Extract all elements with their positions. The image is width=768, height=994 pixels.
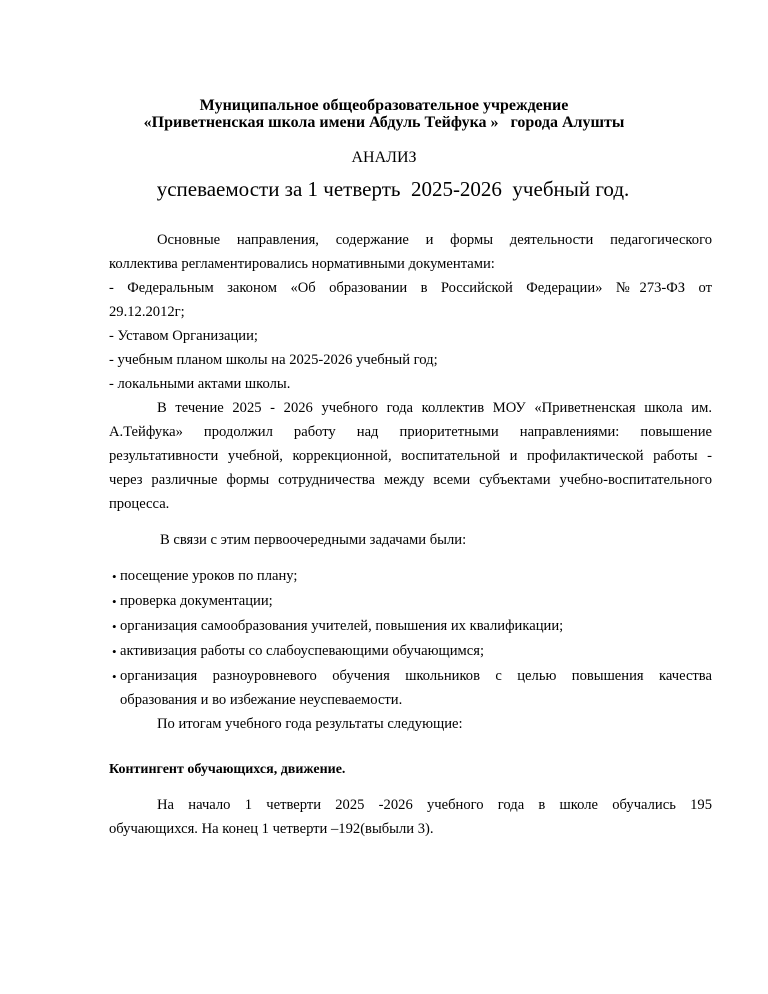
tasks-intro: В связи с этим первоочередными задачами были:	[160, 532, 467, 548]
intro-paragraph-line1: Основные направления, содержание и формы деятельности педагогического	[157, 232, 712, 248]
bullet-icon: •	[112, 644, 117, 659]
results-intro: По итогам учебного года результаты следующие:	[157, 716, 463, 732]
contingent-paragraph-line1: На начало 1 четверти 2025 -2026 учебного года в школе обучались 195	[157, 797, 712, 813]
work-paragraph-line5: процесса.	[109, 496, 170, 512]
local-acts-reference: - локальными актами школы.	[109, 376, 291, 392]
bullet-icon: •	[112, 619, 117, 634]
charter-reference: - Уставом Организации;	[109, 328, 258, 344]
task-text: организация разноуровневого обучения школьников с целью повышения качества	[120, 668, 712, 684]
bullet-icon: •	[112, 669, 117, 684]
work-paragraph-line3: результативности учебной, коррекционной, воспитательной и профилактической работы -	[109, 448, 712, 464]
work-paragraph-line1: В течение 2025 - 2026 учебного года коллектив МОУ «Приветненская школа им.	[157, 400, 712, 416]
task-text-continuation: образования и во избежание неуспеваемости.	[120, 692, 403, 708]
task-text: посещение уроков по плану;	[120, 568, 298, 584]
intro-paragraph-line2: коллектива регламентировались нормативными документами:	[109, 256, 495, 272]
law-reference-line2: 29.12.2012г;	[109, 304, 185, 320]
bullet-icon: •	[112, 569, 117, 584]
institution-name-line1: Муниципальное общеобразовательное учреждение	[199, 97, 569, 114]
law-reference-line1: - Федеральным законом «Об образовании в Российской Федерации» №273-ФЗ от	[109, 280, 712, 296]
bullet-icon: •	[112, 594, 117, 609]
curriculum-reference: - учебным планом школы на 2025-2026 учебный год;	[109, 352, 438, 368]
task-text: проверка документации;	[120, 593, 273, 609]
section-heading-contingent: Контингент обучающихся, движение.	[109, 762, 346, 777]
work-paragraph-line4: через различные формы сотрудничества между всеми субъектами учебно-воспитательного	[109, 472, 712, 488]
work-paragraph-line2: А.Тейфука» продолжил работу над приоритетными направлениями: повышение	[109, 424, 712, 440]
document-subtitle: успеваемости за 1 четверть 2025-2026 учебный год.	[156, 177, 630, 201]
contingent-paragraph-line2: обучающихся. На конец 1 четверти –192(выбыли 3).	[109, 821, 434, 837]
institution-name-line2: «Приветненская школа имени Абдуль Тейфука » города Алушты	[143, 114, 625, 131]
task-text: организация самообразования учителей, повышения их квалификации;	[120, 618, 564, 634]
task-text: активизация работы со слабоуспевающими обучающимся;	[120, 643, 485, 659]
document-type-title: АНАЛИЗ	[351, 149, 417, 166]
